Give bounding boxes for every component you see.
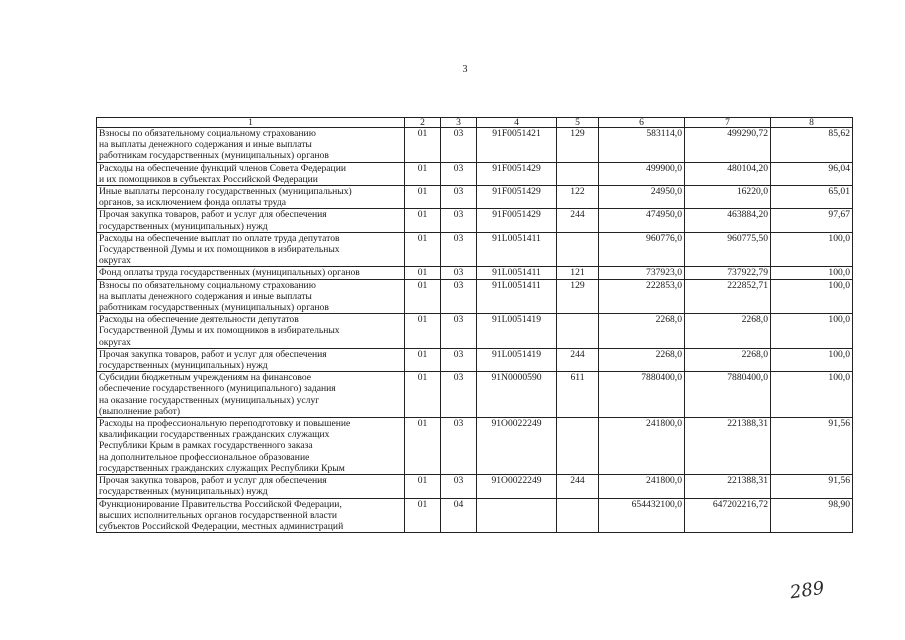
- row-name-line: органов, за исключением фонда оплаты труда: [99, 197, 286, 209]
- subsection-code: 03: [441, 314, 477, 349]
- section-code: 01: [405, 314, 441, 349]
- section-code: 01: [405, 348, 441, 371]
- planned-amount: 241800,0: [599, 418, 685, 475]
- executed-amount: 463884,20: [685, 209, 771, 232]
- planned-amount: 960776,0: [599, 232, 685, 267]
- planned-amount: 222853,0: [599, 279, 685, 314]
- row-name-line: Субсидии бюджетным учреждениям на финансовое: [99, 372, 312, 384]
- header-col-6: 6: [599, 118, 685, 128]
- executed-amount: 16220,0: [685, 186, 771, 209]
- row-name: [97, 232, 405, 267]
- row-name-line: на оказание государственных (муниципальных) услуг: [99, 394, 320, 406]
- expense-type-code: [557, 498, 599, 533]
- executed-amount: 221388,31: [685, 418, 771, 475]
- section-code: 01: [405, 418, 441, 475]
- executed-amount: 2268,0: [685, 314, 771, 349]
- table-row: [97, 267, 853, 279]
- execution-percent: 100,0: [771, 314, 853, 349]
- section-code: 01: [405, 498, 441, 533]
- row-name-line: Расходы на профессиональную переподготовку и повышение: [99, 418, 351, 430]
- header-col-2: 2: [405, 118, 441, 128]
- subsection-code: 03: [441, 128, 477, 163]
- row-name-line: и их помощников в субъектах Российской Федерации: [99, 173, 318, 185]
- row-name-line: Функционирование Правительства Российской Федерации,: [99, 498, 342, 510]
- executed-amount: 2268,0: [685, 348, 771, 371]
- table-row: [97, 162, 853, 185]
- section-code: 01: [405, 128, 441, 163]
- expense-type-code: [557, 162, 599, 185]
- target-article-code: 91F0051429: [477, 162, 557, 185]
- executed-amount: 7880400,0: [685, 372, 771, 418]
- row-name-line: Прочая закупка товаров, работ и услуг для обеспечения: [99, 348, 327, 360]
- row-name-line: Расходы на обеспечение функций членов Совета Федерации: [99, 162, 346, 174]
- planned-amount: 2268,0: [599, 314, 685, 349]
- executed-amount: 647202216,72: [685, 498, 771, 533]
- expense-type-code: 611: [557, 372, 599, 418]
- expense-type-code: 244: [557, 348, 599, 371]
- executed-amount: 222852,71: [685, 279, 771, 314]
- row-name: [97, 209, 405, 232]
- row-name-line: Республики Крым в рамках государственного заказа: [99, 440, 313, 452]
- planned-amount: 583114,0: [599, 128, 685, 163]
- page-number: 3: [462, 64, 468, 75]
- executed-amount: 480104,20: [685, 162, 771, 185]
- row-name-line: на выплаты денежного содержания и иные выплаты: [99, 290, 312, 302]
- row-name: [97, 128, 405, 163]
- execution-percent: 91,56: [771, 418, 853, 475]
- row-name-line: (выполнение работ): [99, 405, 181, 417]
- row-name-line: обеспечение государственного (муниципального) задания: [99, 383, 336, 395]
- expense-type-code: 244: [557, 209, 599, 232]
- table-row: [97, 128, 853, 163]
- row-name-line: на выплаты денежного содержания и иные выплаты: [99, 139, 312, 151]
- section-code: 01: [405, 232, 441, 267]
- target-article-code: 91L0051411: [477, 232, 557, 267]
- row-name-line: работникам государственных (муниципальных) органов: [99, 150, 329, 162]
- subsection-code: 03: [441, 232, 477, 267]
- row-name-line: Государственной Думы и их помощников в избирательных: [99, 244, 340, 256]
- planned-amount: 654432100,0: [599, 498, 685, 533]
- subsection-code: 03: [441, 279, 477, 314]
- table-row: [97, 314, 853, 349]
- row-name-line: государственных (муниципальных) нужд: [99, 360, 268, 372]
- row-name: [97, 348, 405, 371]
- table-row: [97, 498, 853, 533]
- table-row: [97, 209, 853, 232]
- planned-amount: 737923,0: [599, 267, 685, 279]
- table-row: [97, 232, 853, 267]
- executed-amount: 221388,31: [685, 475, 771, 498]
- row-name-line: работникам государственных (муниципальных) органов: [99, 302, 329, 314]
- target-article-code: 91F0051429: [477, 186, 557, 209]
- section-code: 01: [405, 372, 441, 418]
- table-row: [97, 348, 853, 371]
- header-col-5: 5: [557, 118, 599, 128]
- row-name-line: Фонд оплаты труда государственных (муниципальных) органов: [99, 267, 360, 279]
- header-col-3: 3: [441, 118, 477, 128]
- planned-amount: 474950,0: [599, 209, 685, 232]
- table-row: [97, 475, 853, 498]
- planned-amount: 24950,0: [599, 186, 685, 209]
- row-name-line: государственных гражданских служащих Республики Крым: [99, 462, 345, 474]
- row-name-line: Расходы на обеспечение деятельности депутатов: [99, 314, 299, 326]
- section-code: 01: [405, 209, 441, 232]
- table-body: [97, 128, 853, 533]
- target-article-code: 91L0051411: [477, 279, 557, 314]
- row-name: [97, 162, 405, 185]
- section-code: 01: [405, 279, 441, 314]
- target-article-code: [477, 498, 557, 533]
- subsection-code: 03: [441, 267, 477, 279]
- section-code: 01: [405, 186, 441, 209]
- row-name-line: Иные выплаты персоналу государственных (муниципальных): [99, 186, 352, 198]
- expense-type-code: 129: [557, 128, 599, 163]
- target-article-code: 91L0051419: [477, 348, 557, 371]
- row-name-line: Государственной Думы и их помощников в избирательных: [99, 325, 340, 337]
- header-col-7: 7: [685, 118, 771, 128]
- target-article-code: 91O0022249: [477, 475, 557, 498]
- header-col-4: 4: [477, 118, 557, 128]
- table-row: [97, 372, 853, 418]
- subsection-code: 03: [441, 186, 477, 209]
- row-name-line: квалификации государственных гражданских служащих: [99, 429, 330, 441]
- row-name: [97, 498, 405, 533]
- row-name-line: Прочая закупка товаров, работ и услуг для обеспечения: [99, 475, 327, 487]
- table-row: [97, 186, 853, 209]
- table-row: [97, 279, 853, 314]
- row-name-line: государственных (муниципальных) нужд: [99, 486, 268, 498]
- planned-amount: 7880400,0: [599, 372, 685, 418]
- row-name: [97, 372, 405, 418]
- row-name-line: государственных (муниципальных) нужд: [99, 220, 268, 232]
- target-article-code: 91F0051429: [477, 209, 557, 232]
- target-article-code: 91N0000590: [477, 372, 557, 418]
- row-name: [97, 186, 405, 209]
- expense-type-code: 244: [557, 475, 599, 498]
- row-name-line: Взносы по обязательному социальному страхованию: [99, 128, 316, 139]
- subsection-code: 04: [441, 498, 477, 533]
- execution-percent: 100,0: [771, 267, 853, 279]
- subsection-code: 03: [441, 348, 477, 371]
- header-col-8: 8: [771, 118, 853, 128]
- planned-amount: 499900,0: [599, 162, 685, 185]
- expense-type-code: 122: [557, 186, 599, 209]
- execution-percent: 100,0: [771, 372, 853, 418]
- row-name-line: на дополнительное профессиональное образование: [99, 451, 310, 463]
- expense-type-code: 121: [557, 267, 599, 279]
- row-name-line: округах: [99, 336, 131, 348]
- planned-amount: 241800,0: [599, 475, 685, 498]
- target-article-code: 91L0051411: [477, 267, 557, 279]
- target-article-code: 91O0022249: [477, 418, 557, 475]
- section-code: 01: [405, 267, 441, 279]
- row-name: [97, 267, 405, 279]
- section-code: 01: [405, 162, 441, 185]
- target-article-code: 91L0051419: [477, 314, 557, 349]
- planned-amount: 2268,0: [599, 348, 685, 371]
- executed-amount: 737922,79: [685, 267, 771, 279]
- execution-percent: 100,0: [771, 348, 853, 371]
- header-col-1: 1: [97, 118, 405, 128]
- row-name-line: округах: [99, 255, 131, 267]
- execution-percent: 98,90: [771, 498, 853, 533]
- execution-percent: 100,0: [771, 232, 853, 267]
- execution-percent: 97,67: [771, 209, 853, 232]
- row-name-line: высших исполнительных органов государственной власти: [99, 509, 338, 521]
- table-row: [97, 418, 853, 475]
- row-name: [97, 418, 405, 475]
- expense-type-code: [557, 314, 599, 349]
- executed-amount: 499290,72: [685, 128, 771, 163]
- subsection-code: 03: [441, 162, 477, 185]
- subsection-code: 03: [441, 418, 477, 475]
- execution-percent: 65,01: [771, 186, 853, 209]
- subsection-code: 03: [441, 209, 477, 232]
- target-article-code: 91F0051421: [477, 128, 557, 163]
- row-name: [97, 475, 405, 498]
- expense-type-code: [557, 418, 599, 475]
- row-name-line: Прочая закупка товаров, работ и услуг для обеспечения: [99, 209, 327, 221]
- execution-percent: 91,56: [771, 475, 853, 498]
- row-name: [97, 279, 405, 314]
- expense-type-code: [557, 232, 599, 267]
- row-name-line: Взносы по обязательному социальному страхованию: [99, 279, 316, 291]
- row-name-line: субъектов Российской Федерации, местных администраций: [99, 520, 344, 532]
- execution-percent: 100,0: [771, 279, 853, 314]
- handwritten-page-number: 289: [788, 577, 826, 604]
- header-row: [97, 118, 853, 128]
- row-name: [97, 314, 405, 349]
- subsection-code: 03: [441, 475, 477, 498]
- row-name-line: Расходы на обеспечение выплат по оплате труда депутатов: [99, 232, 340, 244]
- execution-percent: 85,62: [771, 128, 853, 163]
- execution-percent: 96,04: [771, 162, 853, 185]
- expense-type-code: 129: [557, 279, 599, 314]
- executed-amount: 960775,50: [685, 232, 771, 267]
- budget-table: [96, 117, 853, 533]
- section-code: 01: [405, 475, 441, 498]
- subsection-code: 03: [441, 372, 477, 418]
